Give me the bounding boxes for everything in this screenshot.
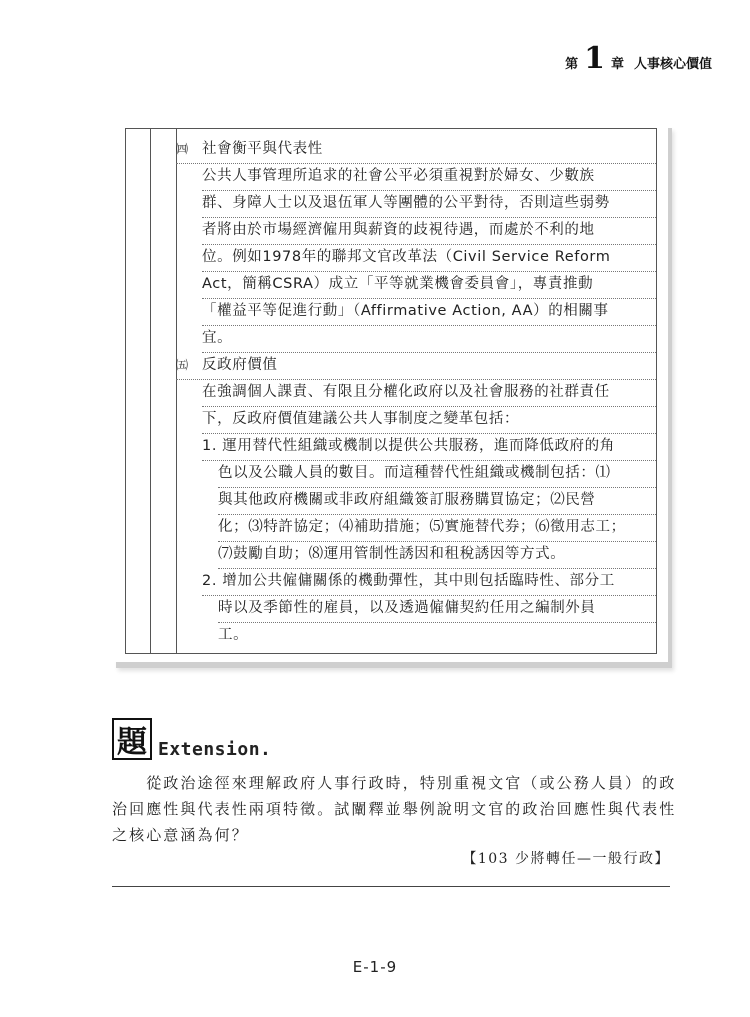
list-item-1: 1. 運用替代性組織或機制以提供公共服務，進而降低政府的角: [202, 433, 656, 461]
text-line: 公共人事管理所追求的社會公平必須重視對於婦女、少數族: [202, 163, 656, 191]
section-4-heading: ㈣ 社會衡平與代表性: [176, 136, 656, 164]
section-5-marker: ㈤: [176, 358, 189, 372]
question-badge-icon: 題: [112, 718, 152, 760]
divider: [112, 886, 670, 887]
question-source: 【103 少將轉任—一般行政】: [462, 851, 670, 867]
text-line: 時以及季節性的雇員，以及透過僱傭契約任用之編制外員: [218, 595, 656, 623]
text-line: 「權益平等促進行動」（Affirmative Action, AA）的相關事: [202, 298, 656, 326]
text-line: 色以及公職人員的數目。而這種替代性組織或機制包括：⑴: [218, 460, 656, 488]
text-line: 與其他政府機關或非政府組織簽訂服務購買協定；⑵民營: [218, 487, 656, 515]
chapter-prefix: 第: [565, 57, 579, 72]
section-5-heading: ㈤ 反政府價值: [176, 352, 656, 380]
text-line: 化；⑶特許協定；⑷補助措施；⑸實施替代券；⑹徵用志工；: [218, 514, 656, 542]
margin-rule: [150, 129, 151, 653]
text-line: 位。例如1978年的聯邦文官改革法（Civil Service Reform: [202, 244, 656, 272]
text-line: Act，簡稱CSRA）成立「平等就業機會委員會」，專責推動: [202, 271, 656, 299]
page-number: E-1-9: [352, 958, 398, 976]
extension-heading: [112, 718, 271, 760]
list-item-2: 2. 增加公共僱傭關係的機動彈性，其中則包括臨時性、部分工: [202, 568, 656, 596]
text-line: 宜。: [202, 325, 656, 353]
question-line: 從政治途徑來理解政府人事行政時，特別重視文官（或公務人員）的政: [112, 774, 677, 792]
section-4-marker: ㈣: [176, 142, 189, 156]
text-line: 下，反政府價值建議公共人事制度之變革包括：: [202, 406, 656, 434]
text-line: ⑺鼓勵自助；⑻運用管制性誘因和租稅誘因等方式。: [218, 541, 656, 569]
question-line: 治回應性與代表性兩項特徵。試闡釋並舉例說明文官的政治回應性與代表性: [112, 800, 677, 818]
chapter-number: 1: [584, 41, 605, 76]
chapter-title: 人事核心價值: [633, 57, 712, 72]
text-line: 群、身障人士以及退伍軍人等團體的公平對待，否則這些弱勢: [202, 190, 656, 218]
chapter-suffix: 章: [610, 57, 624, 72]
content-box: [112, 122, 668, 662]
extension-label: Extension.: [158, 739, 272, 760]
question-line: 之核心意涵為何？: [112, 826, 249, 844]
text-line: 者將由於市場經濟僱用與薪資的歧視待遇，而處於不利的地: [202, 217, 656, 245]
chapter-header: [565, 41, 712, 76]
margin-rule: [176, 129, 177, 653]
text-line: 在強調個人課責、有限且分權化政府以及社會服務的社群責任: [202, 379, 656, 407]
text-line: 工。: [218, 627, 249, 643]
